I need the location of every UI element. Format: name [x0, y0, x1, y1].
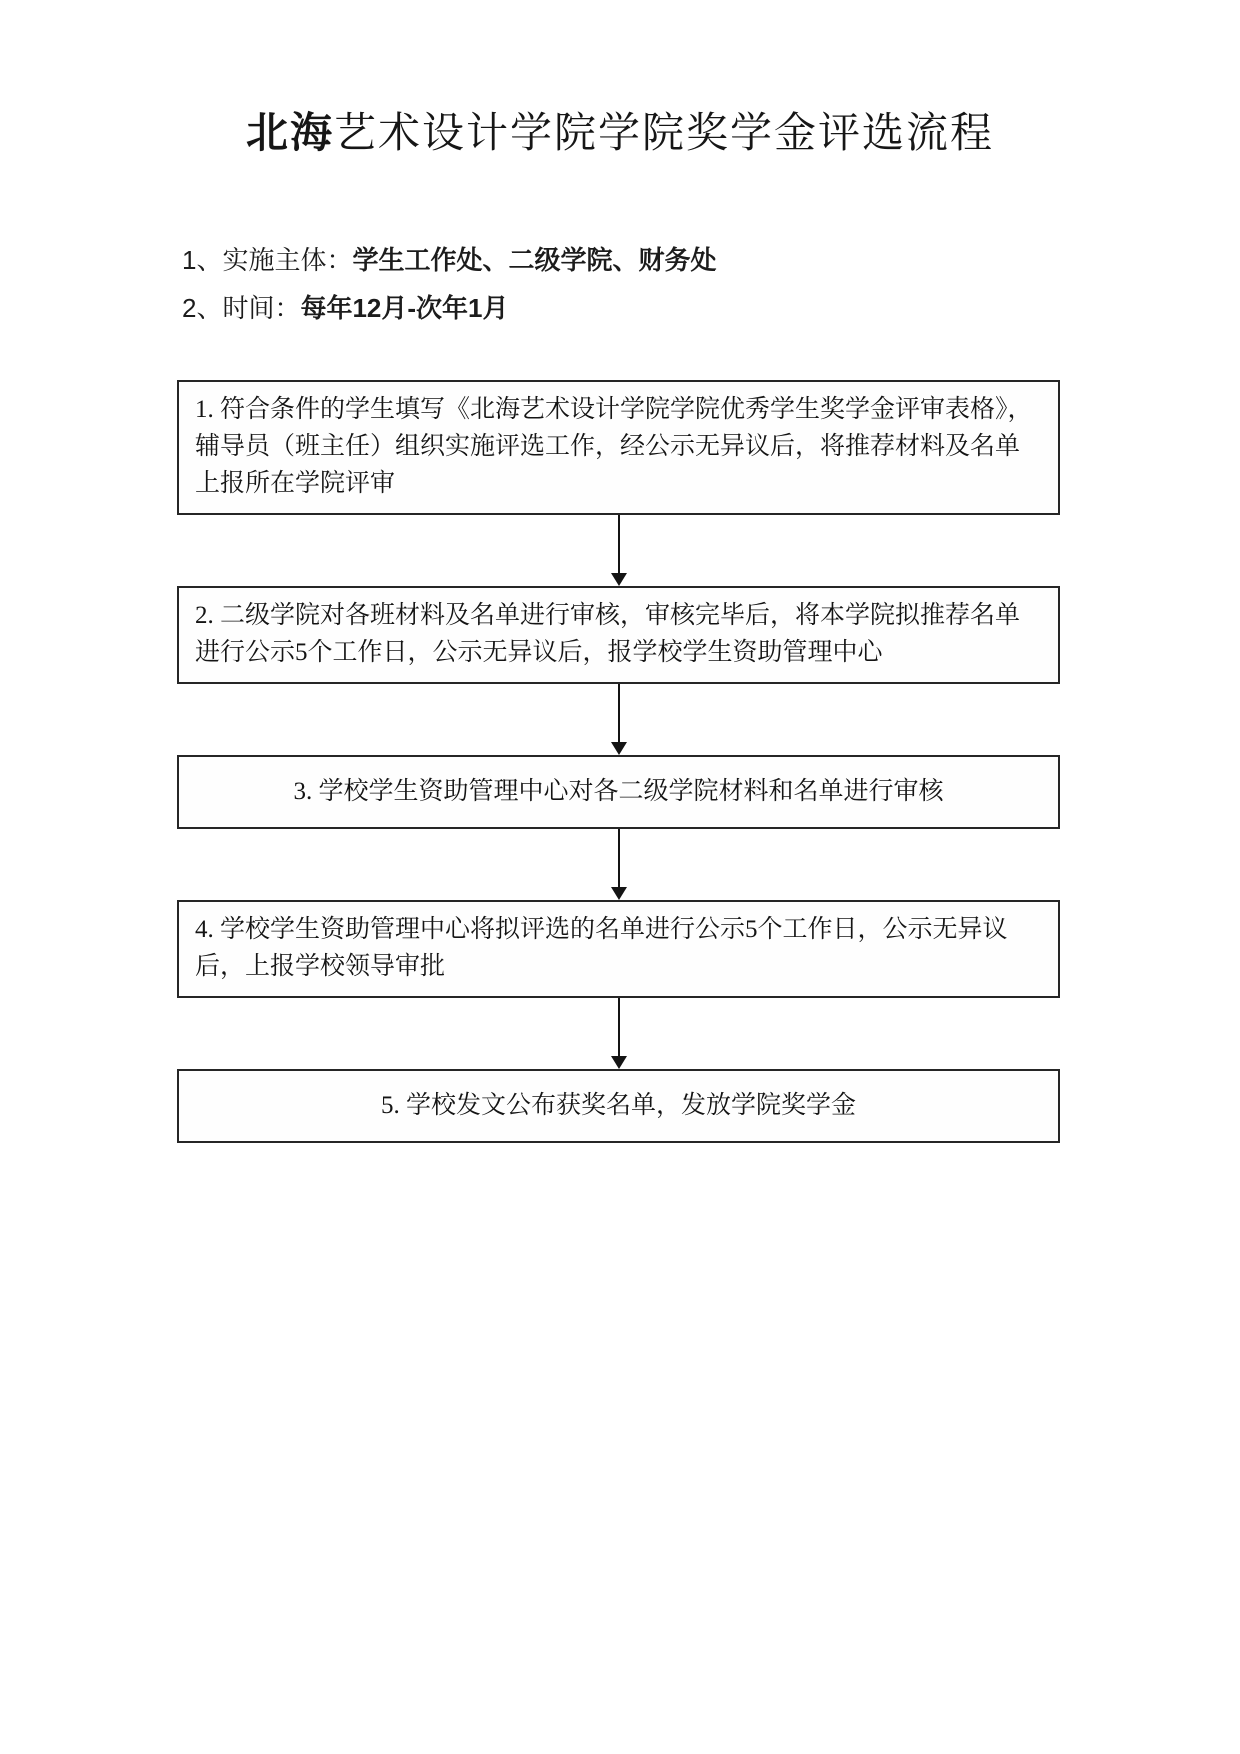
title-bold-segment: 北海: [245, 109, 334, 156]
meta-item-implementers: [182, 242, 1240, 278]
title-regular-segment: 艺术设计学院学院奖学金评选流程: [334, 109, 995, 156]
down-arrow-icon: [177, 515, 1060, 586]
down-arrow-icon: [177, 829, 1060, 900]
flow-step-box-4: [177, 900, 1060, 998]
meta-item-time: [182, 290, 1240, 326]
flow-step-text: 4. 学校学生资助管理中心将拟评选的名单进行公示5个工作日，公示无异议后，上报学校领导审批: [195, 916, 1008, 980]
flow-step-box-3: [177, 755, 1060, 829]
meta-item-value: 学生工作处、二级学院、财务处: [352, 245, 717, 275]
flow-step-text: 3. 学校学生资助管理中心对各二级学院材料和名单进行审核: [293, 778, 944, 805]
page-title: [0, 0, 1240, 160]
arrow-shaft: [618, 829, 620, 888]
meta-item-value: 每年12月-次年1月: [300, 293, 509, 323]
arrow-shaft: [618, 998, 620, 1057]
flow-step-box-5: [177, 1069, 1060, 1143]
arrow-head: [611, 1056, 627, 1069]
flow-step-text: 2. 二级学院对各班材料及名单进行审核，审核完毕后，将本学院拟推荐名单进行公示5个工作日，公示无异议后，报学校学生资助管理中心: [195, 602, 1021, 666]
arrow-shaft: [618, 515, 620, 574]
arrow-head: [611, 573, 627, 586]
meta-list: [182, 242, 1240, 326]
flow-step-text: 1. 符合条件的学生填写《北海艺术设计学院学院优秀学生奖学金评审表格》，辅导员（班主任）组织实施评选工作，经公示无异议后，将推荐材料及名单上报所在学院评审: [195, 396, 1033, 497]
flowchart: [177, 380, 1060, 1143]
arrow-shaft: [618, 684, 620, 743]
flow-step-box-2: [177, 586, 1060, 684]
arrow-head: [611, 742, 627, 755]
down-arrow-icon: [177, 998, 1060, 1069]
down-arrow-icon: [177, 684, 1060, 755]
meta-item-prefix: 1、实施主体：: [182, 245, 353, 275]
arrow-head: [611, 887, 627, 900]
flow-step-box-1: [177, 380, 1060, 515]
meta-item-prefix: 2、时间：: [182, 293, 301, 323]
flow-step-text: 5. 学校发文公布获奖名单，发放学院奖学金: [380, 1092, 856, 1119]
